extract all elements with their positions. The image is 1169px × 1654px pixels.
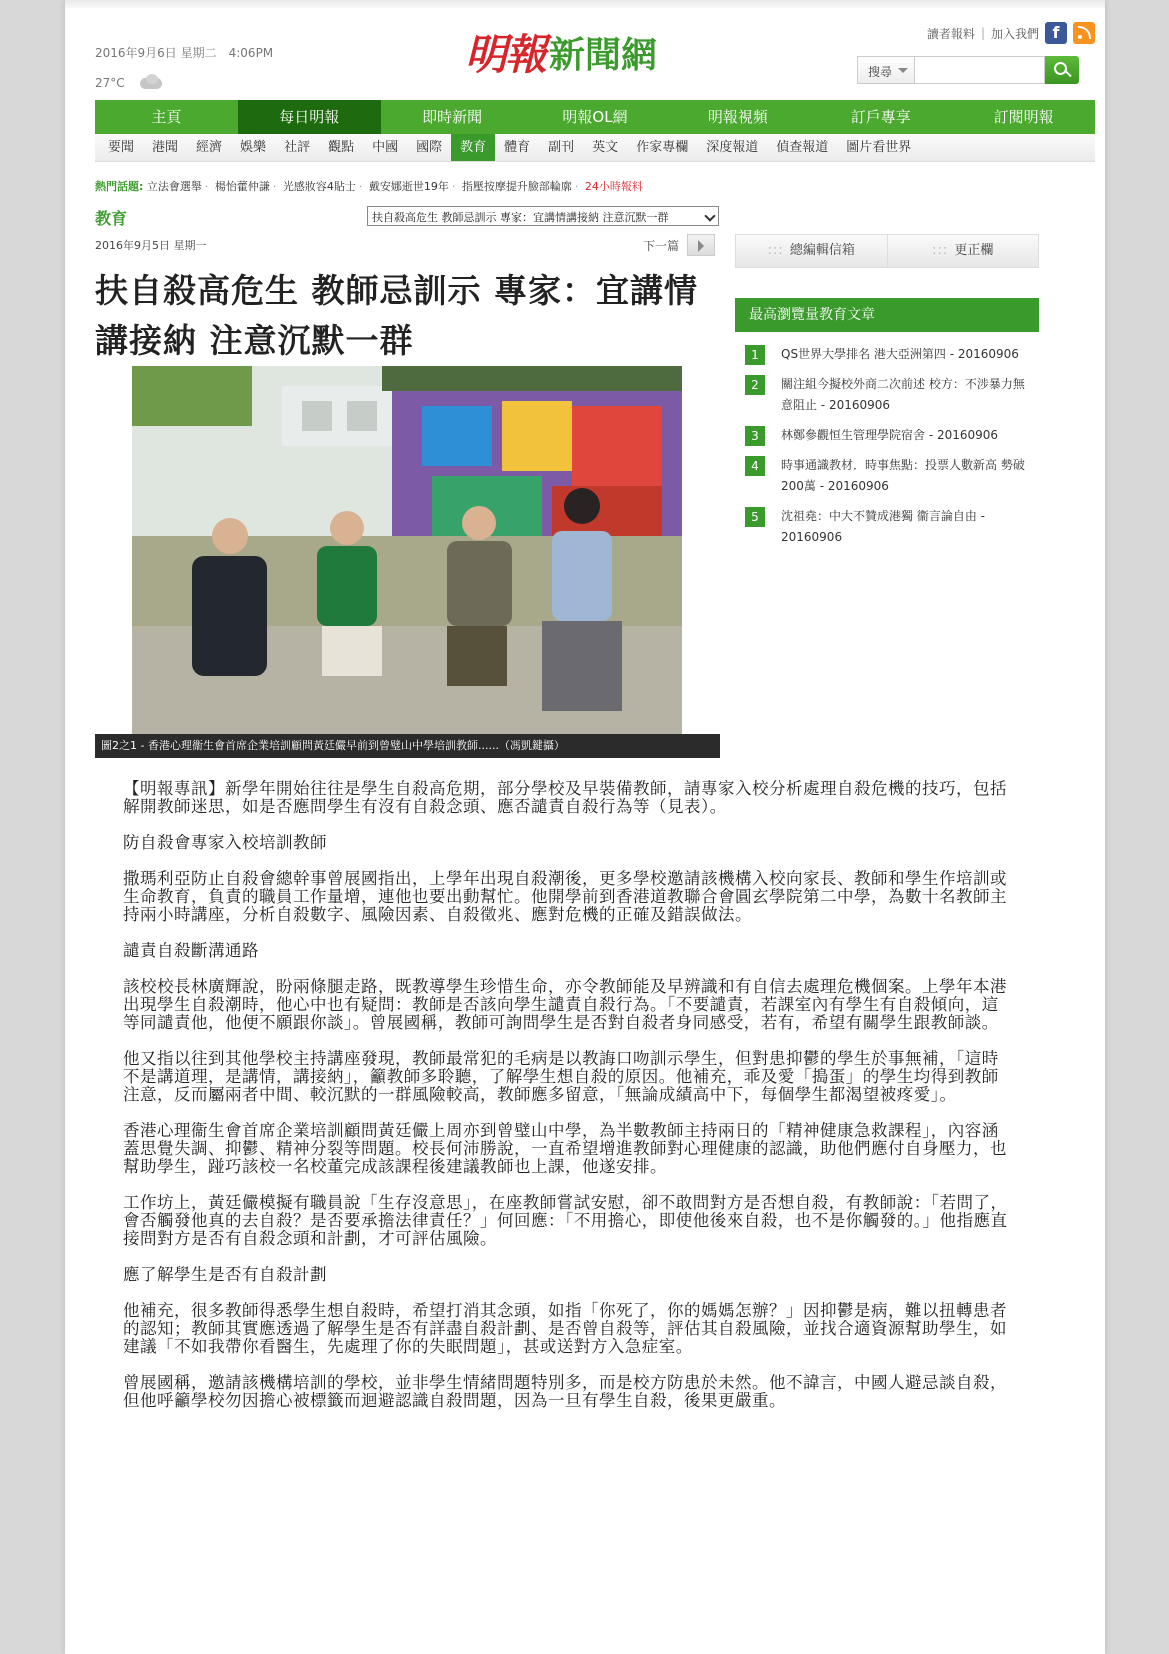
sub-nav-item[interactable]: 國際 (416, 140, 443, 155)
logo-ming-pao: 明報 (465, 30, 546, 79)
sub-nav-item[interactable]: 觀點 (328, 140, 355, 155)
main-nav-ol[interactable]: 明報OL網 (562, 108, 628, 126)
hot-topic-link[interactable]: 戴安娜逝世19年 (368, 180, 449, 193)
subheading: 譴責自殺斷溝通路 (123, 941, 259, 960)
list-item-title[interactable]: 沈祖堯：中大不贊成港獨 衞言論自由 - 20160906 (781, 509, 985, 544)
subheading: 應了解學生是否有自殺計劃 (123, 1265, 327, 1284)
paragraph: 撒瑪利亞防止自殺會總幹事曾展國指出，上學年出現自殺潮後，更多學校邀請該機構入校向家長、教師和學生作培訓或生命教育，負責的職員工作量增，連他也要出動幫忙。他開學前到香港道教聯合會圓玄學院第二中學，為數十名教師主持兩小時講座，分析自殺數字、風險因素、自殺徵兆、應對危機的正確及錯誤做法。 (123, 869, 1007, 924)
sub-nav-item[interactable]: 偵查報道 (776, 140, 829, 155)
sub-nav (95, 134, 1095, 162)
separator: · (204, 180, 209, 193)
sub-nav-item-education[interactable]: 教育 (451, 134, 495, 161)
main-nav-instant[interactable]: 即時新聞 (422, 108, 483, 126)
site-logo[interactable] (465, 22, 657, 82)
separator: · (358, 180, 363, 193)
article-photo[interactable] (132, 366, 682, 734)
subheading: 防自殺會專家入校培訓教師 (123, 833, 327, 852)
separator: · (451, 180, 456, 193)
sub-nav-item[interactable]: 作家專欄 (636, 140, 689, 155)
sub-nav-item[interactable]: 港聞 (152, 140, 179, 155)
next-arrow-icon[interactable] (687, 234, 715, 256)
article-select[interactable]: 扶自殺高危生 教師忌訓示 專家：宜講情講接納 注意沉默一群 (367, 206, 719, 226)
paragraph: 他又指以往到其他學校主持講座發現，教師最常犯的毛病是以教誨口吻訓示學生，但對患抑鬱的學生於事無補，「這時不是講道理，是講情，講接納」，籲教師多聆聽，了解學生想自殺的原因。他補充，乖及愛「搗蛋」的學生均得到教師注意，反而屬兩者中間、較沉默的一群風險較高，教師應多留意，「無論成績高中下，每個學生都渴望被疼愛」。 (123, 1049, 999, 1104)
search-box (857, 56, 1079, 84)
search-input[interactable] (915, 56, 1045, 84)
separator: · (272, 180, 277, 193)
facebook-icon[interactable]: f (1045, 22, 1067, 44)
list-item-title[interactable]: 關注組今擬校外商二次前述 校方：不涉暴力無意阻止 - 20160906 (781, 377, 1025, 412)
link-join-us[interactable]: 加入我們 (990, 26, 1039, 41)
rank-badge: 3 (745, 426, 765, 446)
tab-editor-mailbox[interactable] (736, 235, 887, 267)
rank-badge: 5 (745, 507, 765, 527)
paragraph: 該校校長林廣輝說，盼兩條腿走路，既教導學生珍惜生命，亦令教師能及早辨識和有自信去處理危機個案。上學年本港出現學生自殺潮時，他心中也有疑問：教師是否該向學生譴責自殺行為。「不要譴責，若課室內有學生有自殺傾向，這等同譴責他，他便不願跟你談」。曾展國稱，教師可詢問學生是否對自殺者身同感受，若有，希望有關學生跟教師談。 (123, 977, 1007, 1032)
main-nav-subscribe[interactable]: 訂閱明報 (993, 108, 1054, 126)
hot-topic-link[interactable]: 立法會選舉 (146, 180, 202, 193)
temperature: 27°C (95, 76, 125, 90)
sub-nav-item[interactable]: 深度報道 (706, 140, 759, 155)
search-type-select[interactable]: 搜尋 (857, 56, 915, 84)
hot-topics-label: 熱門話題: (95, 180, 144, 193)
link-reader-tips[interactable]: 讀者報料 (926, 26, 975, 41)
sub-nav-item[interactable]: 要聞 (108, 140, 135, 155)
sub-nav-item[interactable]: 娛樂 (240, 140, 267, 155)
separator: · (574, 180, 579, 193)
sub-nav-item[interactable]: 英文 (592, 140, 619, 155)
hot-topic-link[interactable]: 光感妝容4貼士 (282, 180, 356, 193)
main-nav-daily[interactable]: 每日明報 (238, 100, 381, 134)
most-viewed-title: 最高瀏覽量教育文章 (735, 298, 1039, 332)
rank-badge: 4 (745, 456, 765, 476)
dots-icon: ::: (767, 243, 784, 258)
rank-badge: 2 (745, 375, 765, 395)
main-nav-home[interactable]: 主頁 (151, 108, 182, 126)
sub-nav-item[interactable]: 中國 (372, 140, 399, 155)
main-nav-video[interactable]: 明報視頻 (707, 108, 768, 126)
sub-nav-item[interactable]: 經濟 (196, 140, 223, 155)
list-item[interactable] (745, 455, 1039, 497)
list-item[interactable] (745, 374, 1039, 416)
paragraph: 曾展國稱，邀請該機構培訓的學校，並非學生情緒問題特別多，而是校方防患於未然。他不諱言，中國人避忌談自殺，但他呼籲學校勿因擔心被標籤而迴避認識自殺問題，因為一旦有學生自殺，後果更嚴重。 (123, 1373, 1007, 1410)
rss-icon[interactable] (1073, 22, 1095, 44)
list-item-title[interactable]: 林鄭參觀恒生管理學院宿舍 - 20160906 (781, 428, 999, 442)
tab-corrections[interactable] (887, 235, 1039, 267)
paragraph: 香港心理衞生會首席企業培訓顧問黃廷儼上周亦到曾璧山中學，為半數教師主持兩日的「精神健康急救課程」，內容涵蓋思覺失調、抑鬱、精神分裂等問題。校長何沛勝說，一直希望增進教師對心理健康的認識，助他們應付自身壓力，也幫助學生，踫巧該校一名校董完成該課程後建議教師也上課，他遂安排。 (123, 1121, 1007, 1176)
sub-nav-item[interactable]: 社評 (284, 140, 311, 155)
most-viewed-panel (735, 298, 1039, 557)
most-viewed-list (735, 332, 1039, 548)
rank-badge: 1 (745, 345, 765, 365)
list-item-title[interactable]: QS世界大學排名 港大亞洲第四 - 20160906 (781, 347, 1019, 361)
paragraph: 他補充，很多教師得悉學生想自殺時，希望打消其念頭，如指「你死了，你的媽媽怎辦？」因抑鬱是病，難以扭轉患者的認知；教師其實應透過了解學生是否有詳盡自殺計劃、是否曾自殺等，評估其自殺風險，並找合適資源幫助學生，如建議「不如我帶你看醫生，先處理了你的失眠問題」，甚或送對方入急症室。 (123, 1301, 1007, 1356)
main-nav-subscriber[interactable]: 訂戶專享 (850, 108, 911, 126)
hot-topic-link[interactable]: 楊怡藿仲謙 (214, 180, 270, 193)
section-title: 教育 (95, 209, 128, 228)
dots-icon: ::: (932, 243, 949, 258)
hot-topics (95, 178, 643, 194)
sidebar-tabs (735, 234, 1039, 268)
article-photo-image (132, 366, 682, 734)
main-nav (95, 100, 1095, 134)
link-separator: | (980, 26, 985, 40)
hot-topic-link[interactable]: 指壓按摩提升臉部輪廓 (461, 180, 572, 193)
next-article-link[interactable] (643, 234, 715, 256)
logo-news-site: 新聞網 (549, 33, 658, 76)
page (65, 0, 1105, 1654)
search-icon[interactable] (1045, 56, 1079, 84)
hot-topic-live-link[interactable]: 24小時報料 (584, 180, 643, 193)
top-links (927, 22, 1095, 44)
cloudy-weather-icon (136, 74, 168, 92)
paragraph: 【明報專訊】新學年開始往往是學生自殺高危期，部分學校及早裝備教師，請專家入校分析處理自殺危機的技巧，包括解開教師迷思，如是否應問學生有沒有自殺念頭、應否譴責自殺行為等（見表）。 (123, 779, 1007, 816)
article-body (123, 780, 1013, 1428)
sub-nav-item[interactable]: 副刊 (548, 140, 575, 155)
list-item[interactable] (745, 425, 1039, 446)
sub-nav-item[interactable]: 圖片看世界 (846, 140, 912, 155)
list-item[interactable] (745, 506, 1039, 548)
weather (95, 74, 168, 92)
sub-nav-item[interactable]: 體育 (504, 140, 531, 155)
article-headline: 扶自殺高危生 教師忌訓示 專家：宜講情講接納 注意沉默一群 (95, 271, 698, 360)
tab-label: 更正欄 (954, 243, 994, 258)
paragraph: 工作坊上，黃廷儼模擬有職員說「生存沒意思」，在座教師嘗試安慰，卻不敢問對方是否想自殺，有教師說：「若問了，會否觸發他真的去自殺？是否要承擔法律責任？」何回應：「不用擔心，即使他後來自殺，也不是你觸發的。」他指應直接問對方是否有自殺念頭和計劃，才可評估風險。 (123, 1193, 1008, 1248)
top-bar (65, 0, 1105, 8)
tab-label: 總編輯信箱 (789, 243, 855, 258)
photo-caption: 圖2之1 - 香港心理衞生會首席企業培訓顧問黃廷儼早前到曾璧山中學培訓教師......（馮凱鍵攝） (95, 734, 720, 758)
article-date: 2016年9月5日 星期一 (95, 239, 207, 252)
current-date: 2016年9月6日 星期二 4:06PM (95, 46, 274, 60)
next-article-label: 下一篇 (643, 238, 680, 253)
list-item-title[interactable]: 時事通識教材．時事焦點：投票人數新高 勢破200萬 - 20160906 (781, 458, 1025, 493)
list-item[interactable] (745, 344, 1039, 365)
